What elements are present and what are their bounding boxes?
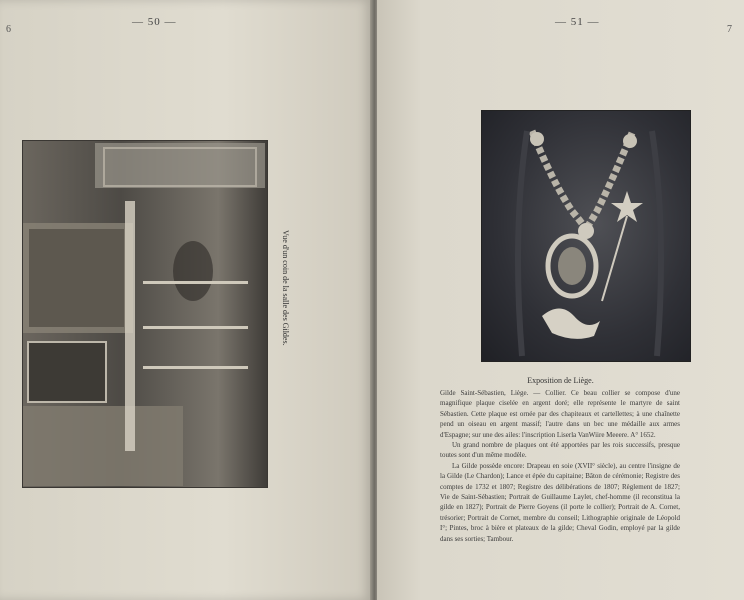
paragraph: Gilde Saint-Sébastien, Liège. — Collier. Ce beau collier se compose d'une magnifique plaque ciselée en argent doré; elle représente le martyre de saint Sébastien. Cette plaque est ornée par des chapiteaux et cartellettes; à une chaînette pend un oiseau en argent massif; l'autre dans un bec une médaille aux armes d'Espagne; sur une des ailes: l'inscription Liserla VanWiire Meeere. A° 1652. bbox=[440, 389, 680, 439]
paragraph: Un grand nombre de plaques ont été apportées par les rois successifs, presque toutes sont d'un même modèle. bbox=[440, 441, 680, 460]
left-photo-caption: Vue d'un coin de la salle des Gildes. bbox=[281, 230, 290, 346]
left-corner-number: 6 bbox=[6, 24, 11, 35]
left-page-number: — 50 — bbox=[132, 16, 177, 28]
right-corner-number: 7 bbox=[727, 24, 732, 35]
room-photo bbox=[22, 140, 268, 488]
right-page-number: — 51 — bbox=[555, 16, 600, 28]
collar-illustration bbox=[482, 111, 690, 361]
article-body bbox=[440, 388, 680, 544]
paragraph: La Gilde possède encore: Drapeau en soie (XVII° siècle), au centre l'insigne de la Gilde (Le Chardon); Lance et épée du capitaine; Bâton de cérémonie; Registre des comptes de 1732 et 1807; Registre des délibérations de 1807; Règlement de 1827; Vie de Saint-Sébastien; Portrait de Guillaume Laylet, chef-homme (il reconstitua la gilde en 1827); Portrait de Pierre Goyens (il porte le collier); Portrait de A. Cornet, trésorier; Portrait de Cornet, membre du conseil; Lithographie originale de Léopold I°; Pintes, broc à bière et plateaux de la gilde; Cheval Godin, employé par la gilde dans ses sorties; Tambour. bbox=[440, 461, 680, 543]
collar-photo bbox=[481, 110, 691, 362]
right-photo-caption: Exposition de Liège. bbox=[527, 376, 594, 385]
